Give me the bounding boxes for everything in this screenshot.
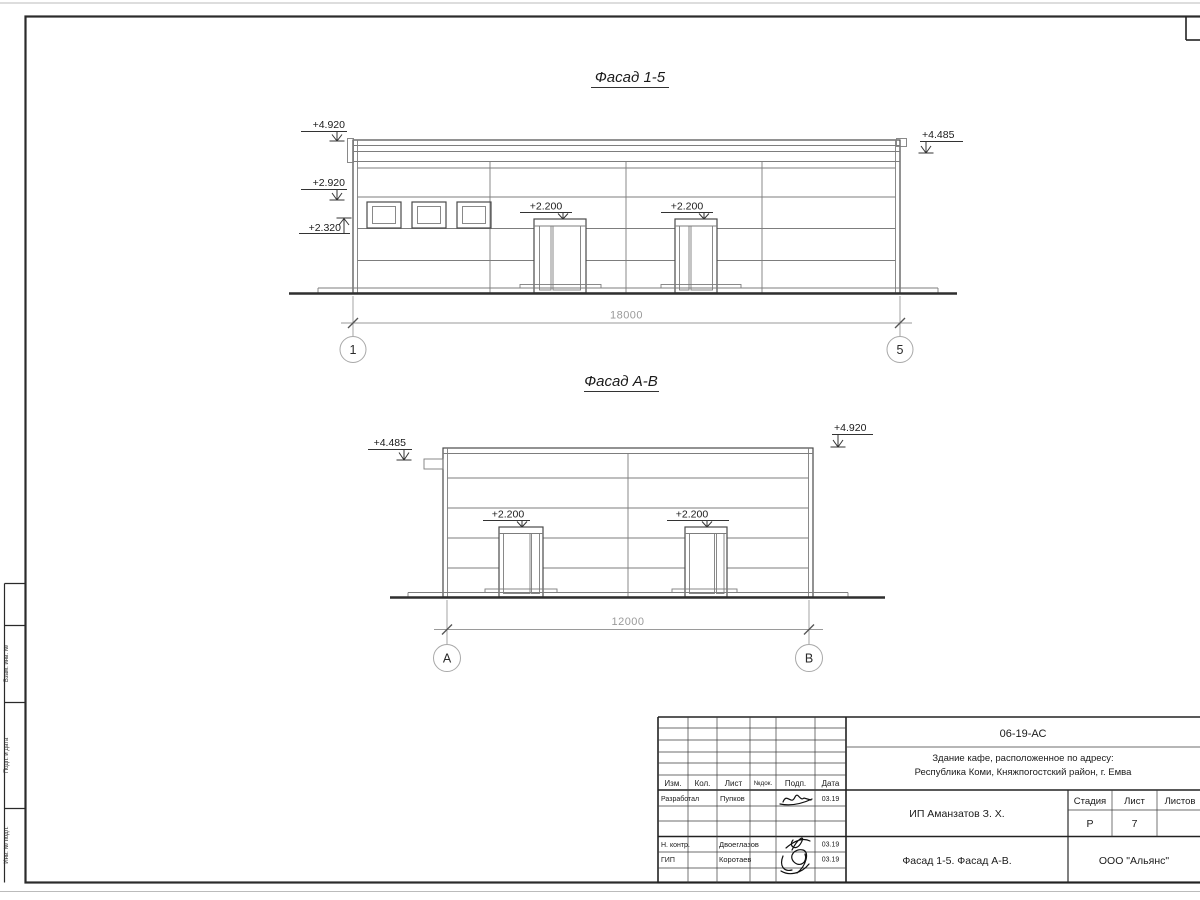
signer-role-2: ГИП — [661, 857, 675, 864]
signer-role-1: Н. контр. — [661, 842, 690, 849]
signer-date-0: 03.19 — [821, 796, 840, 803]
facade-1-5-building-outline — [348, 139, 907, 294]
elevation-mark-2920-left — [301, 177, 347, 200]
signer-date-1: 03.19 — [821, 841, 840, 849]
facade-a-b-door-left — [499, 527, 543, 597]
facade-a-b-title: Фасад А-В — [584, 373, 658, 390]
svg-text:В: В — [804, 651, 814, 666]
elevation-mark-2200-door-left — [520, 201, 572, 220]
svg-text:+2.200: +2.200 — [670, 200, 704, 213]
signer-name-2: Коротаев — [719, 855, 752, 864]
sheets-label: Листов — [1164, 796, 1196, 807]
col-list: Лист — [724, 779, 743, 788]
elevation-mark-2200-ab-door-right — [667, 509, 729, 528]
svg-text:+2.920: +2.920 — [312, 177, 345, 189]
svg-text:+4.485: +4.485 — [922, 129, 955, 141]
elevation-mark-4485-right — [919, 129, 964, 153]
content-title: Фасад 1-5. Фасад А-В. — [902, 855, 1012, 867]
signer-name-0: Пупков — [720, 794, 745, 803]
svg-text:+2.200: +2.200 — [529, 200, 563, 213]
elevation-mark-2320-left — [299, 218, 352, 234]
doc-code: 06-19-АС — [999, 728, 1047, 740]
side-label-vzam: Взам. инв. № — [4, 644, 10, 683]
col-kol: Кол. — [694, 779, 711, 788]
elevation-mark-4920-left — [301, 119, 347, 141]
svg-text:+4.485: +4.485 — [373, 437, 406, 449]
signer-date-2: 03.19 — [821, 856, 840, 864]
signer-name-1: Двоеглазов — [719, 840, 759, 849]
svg-text:А: А — [442, 651, 452, 666]
svg-text:5: 5 — [896, 343, 904, 357]
axis-marker-a — [434, 645, 461, 672]
axis-marker-5 — [887, 337, 913, 363]
svg-text:1: 1 — [349, 343, 357, 357]
stage-label: Стадия — [1073, 796, 1107, 807]
side-label-podp: Подп. и дата — [4, 737, 10, 774]
elevation-mark-2200-door-right — [661, 201, 713, 220]
company-name: ООО "Альянс" — [1098, 855, 1170, 867]
col-izm: Изм. — [664, 779, 682, 788]
facade-1-5-door-right — [675, 219, 717, 293]
facade-1-5-base — [289, 285, 957, 294]
col-data: Дата — [821, 779, 840, 788]
object-address-line2: Республика Коми, Княжпогостский район, г. Емва — [914, 767, 1132, 778]
title-block — [658, 717, 1200, 883]
frame-side-column — [3, 584, 26, 883]
svg-text:+2.200: +2.200 — [675, 508, 709, 521]
facade-1-5-title: Фасад 1-5 — [594, 69, 666, 86]
svg-text:+4.920: +4.920 — [312, 119, 345, 131]
elevation-mark-2200-ab-door-left — [483, 509, 530, 528]
svg-text:+2.320: +2.320 — [308, 222, 341, 234]
signature-pupkov — [780, 795, 812, 805]
svg-text:+4.920: +4.920 — [834, 422, 867, 434]
facade-1-5-siding-lines — [358, 162, 896, 294]
facade-a-b-dimension — [434, 600, 823, 644]
col-podp: Подп. — [784, 779, 807, 788]
sheet-label: Лист — [1124, 796, 1145, 807]
facade-a-b-door-right — [685, 527, 727, 597]
facade-1-5-dimension — [341, 296, 912, 336]
facade-a-b-base — [390, 589, 885, 598]
facade-a-b-siding-lines — [448, 454, 809, 598]
axis-marker-b — [796, 645, 823, 672]
client-name: ИП Аманзатов З. Х. — [909, 808, 1005, 820]
axis-marker-1 — [340, 337, 366, 363]
dimension-text-12000: 12000 — [611, 616, 645, 628]
sheet-number-value: 7 — [1131, 818, 1138, 830]
facade-1-5-door-left — [534, 219, 586, 293]
stage-value: Р — [1086, 818, 1094, 830]
dimension-text-18000: 18000 — [609, 309, 644, 322]
side-label-inv: Инв. № подл. — [4, 826, 10, 864]
col-ndok: №док. — [753, 780, 773, 787]
facade-a-b-view — [368, 373, 885, 672]
facade-1-5-windows — [367, 202, 491, 228]
elevation-mark-4485-left — [368, 437, 412, 460]
facade-a-b-building-outline — [424, 448, 813, 597]
svg-text:+2.200: +2.200 — [491, 508, 525, 521]
object-address-line1: Здание кафе, расположенное по адресу: — [932, 753, 1114, 764]
signer-role-0: Разработал — [661, 796, 700, 803]
facade-1-5-view — [289, 69, 963, 363]
elevation-mark-4920-right — [831, 422, 874, 447]
